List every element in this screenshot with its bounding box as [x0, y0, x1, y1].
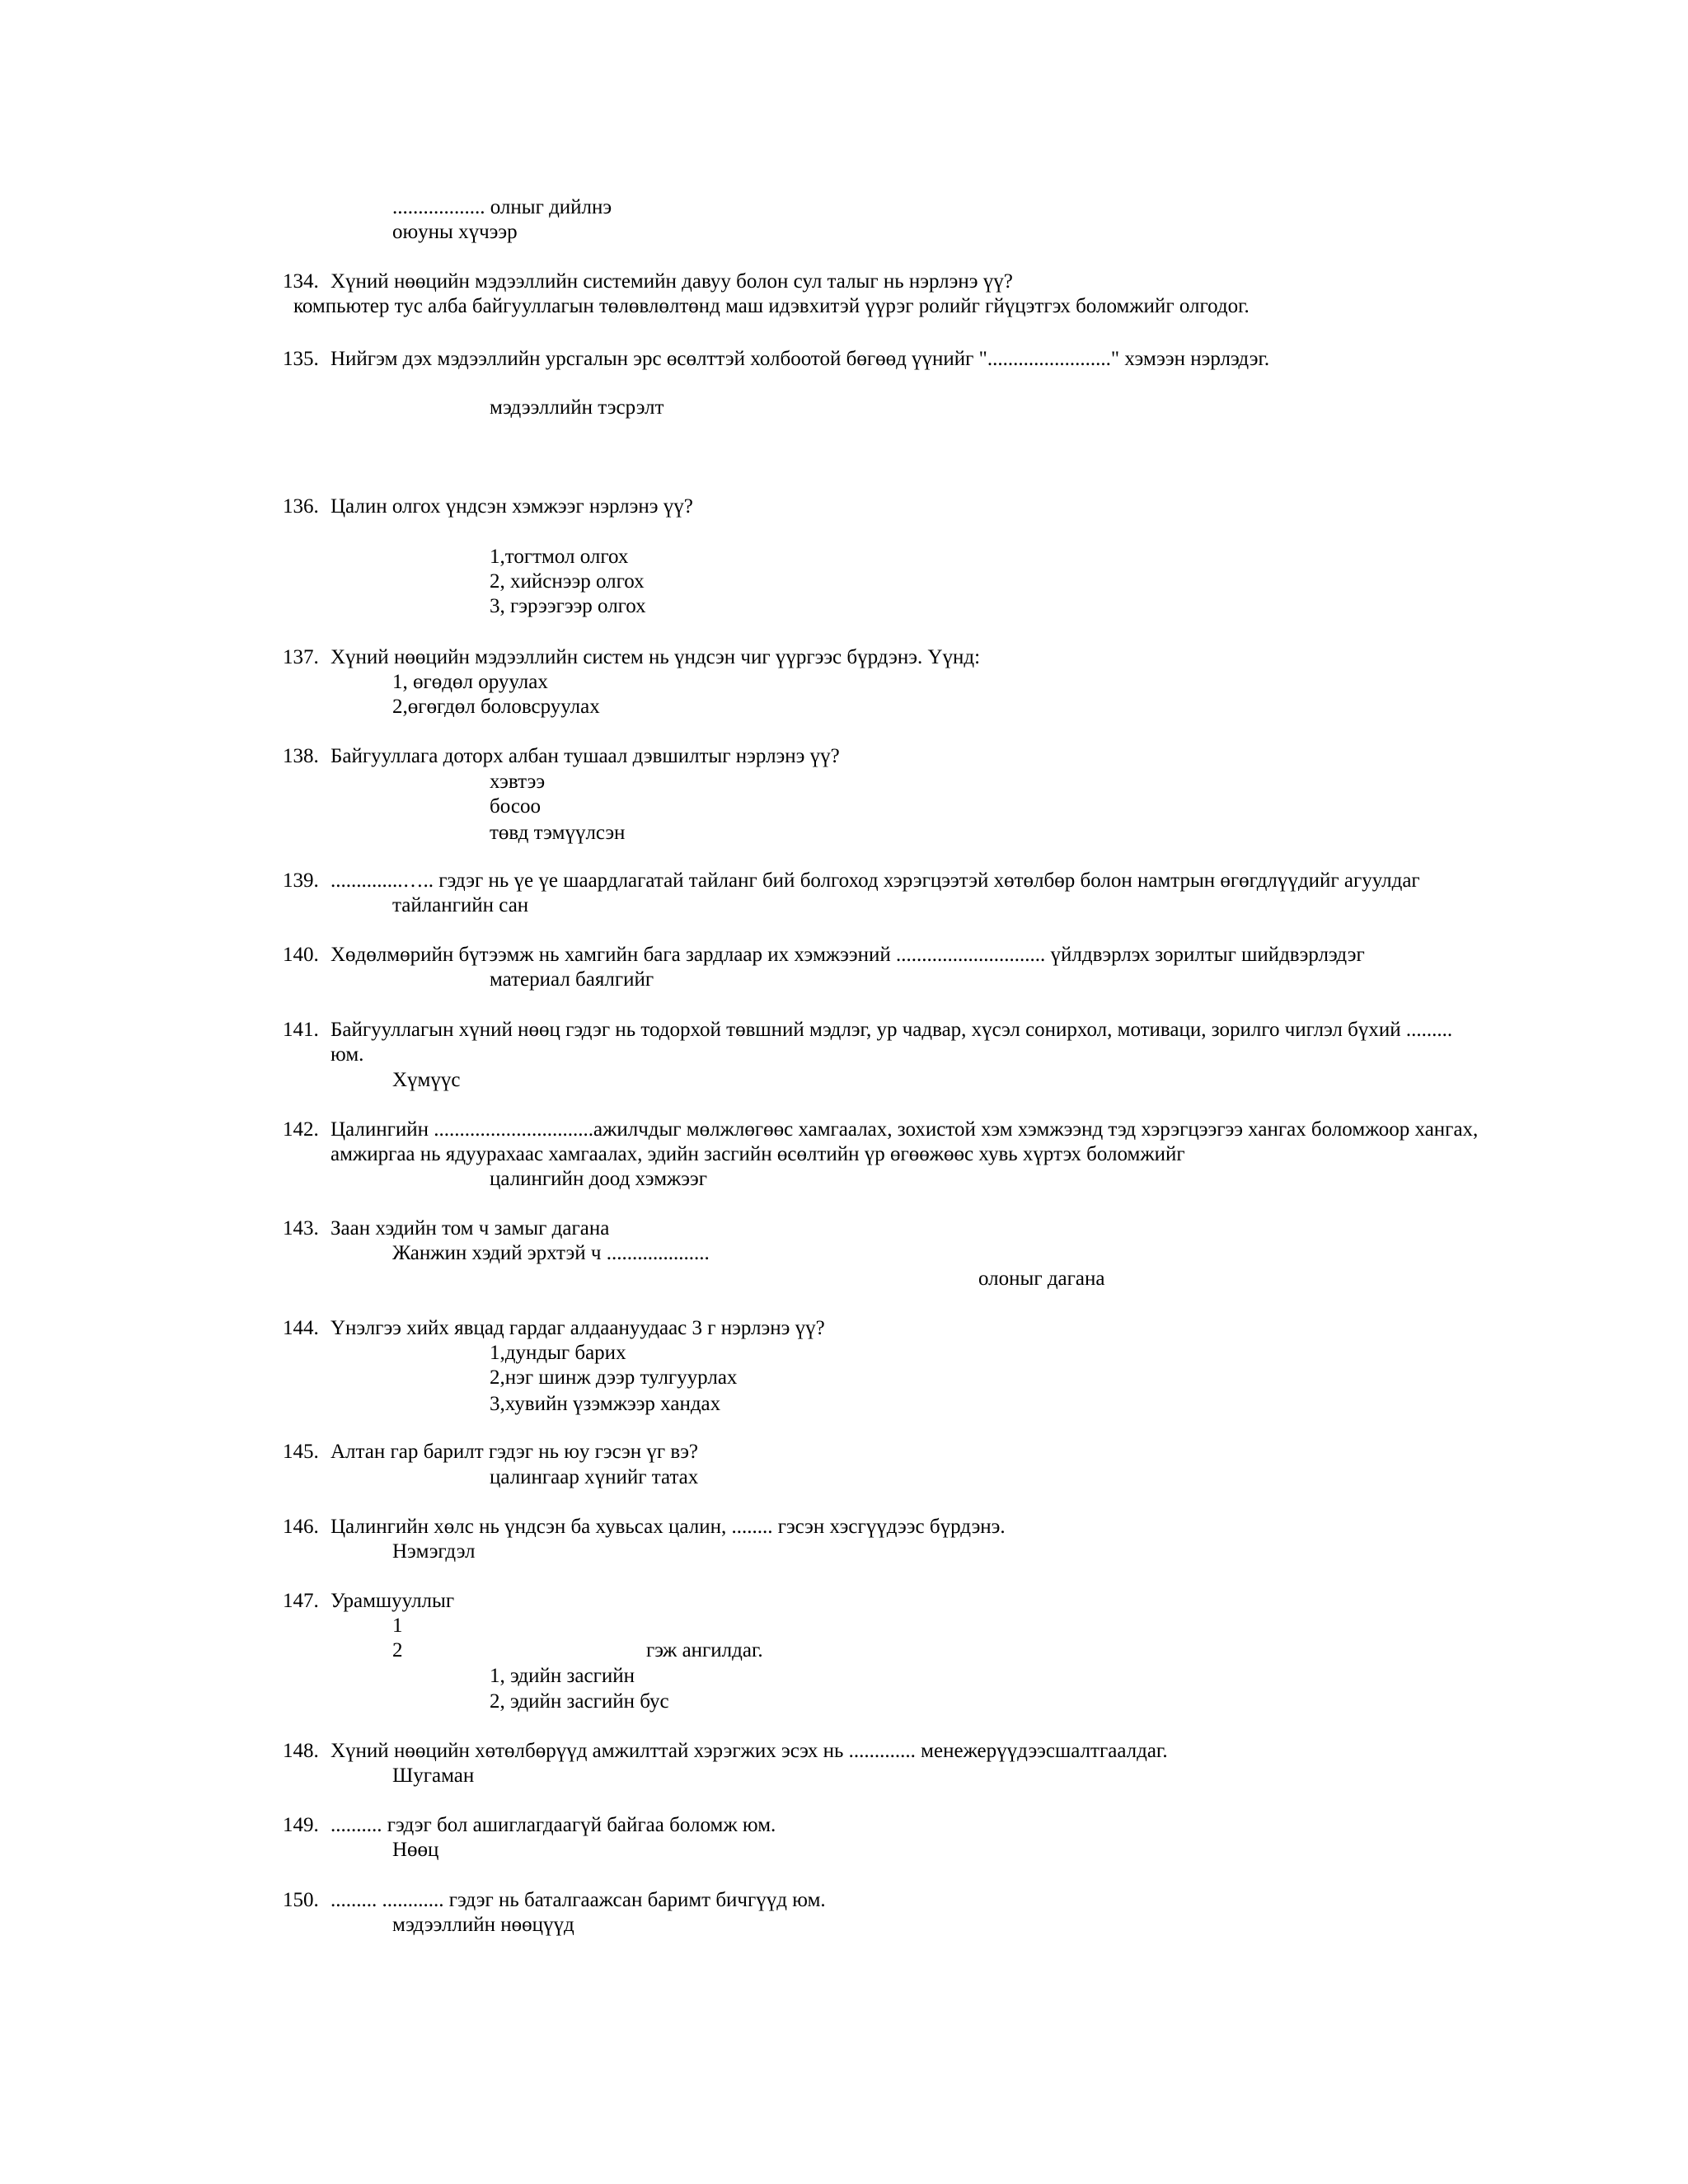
answer-138-1: хэвтээ	[490, 771, 546, 793]
answer-141: Хүмүүс	[392, 1069, 461, 1091]
question-number-137: 137.	[283, 646, 319, 668]
question-number-138: 138.	[283, 745, 319, 767]
answer-149: Нөөц	[392, 1839, 439, 1861]
answer-146: Нэмэгдэл	[392, 1540, 476, 1563]
answer-144-3: 3,хувийн үзэмжээр хандах	[490, 1393, 721, 1415]
answer-137-2: 2,өгөгдөл боловсруулах	[392, 696, 600, 718]
answer-135: мэдээллийн тэсрэлт	[490, 396, 664, 419]
answer-150: мэдээллийн нөөцүүд	[392, 1914, 574, 1936]
question-137-text: Хүний нөөцийн мэдээллийн систем нь үндсэн чиг үүргээс бүрдэнэ. Үүнд:	[331, 646, 981, 668]
question-144-text: Үнэлгээ хийх явцад гардаг алдаануудаас 3 г нэрлэнэ үү?	[331, 1317, 825, 1339]
question-147-text-cont: гэж ангилдаг.	[646, 1639, 763, 1661]
question-145-text: Алтан гар барилт гэдэг нь юу гэсэн үг вэ?	[331, 1441, 699, 1463]
question-number-135: 135.	[283, 348, 319, 370]
question-143-text-cont: Жанжин хэдий эрхтэй ч ....................	[392, 1242, 710, 1264]
question-140-text: Хөдөлмөрийн бүтээмж нь хамгийн бага зардлаар их хэмжээний ............................. үйлдвэрлэх зорилтыг шийдвэрлэдэг	[331, 944, 1365, 966]
question-number-140: 140.	[283, 944, 319, 966]
question-149-text: .......... гэдэг бол ашиглагдаагүй байгаа боломж юм.	[331, 1814, 776, 1836]
answer-137-1: 1, өгөдөл оруулах	[392, 671, 548, 693]
answer-147-1: 1, эдийн засгийн	[490, 1665, 635, 1687]
question-141-text: Байгууллагын хүний нөөц гэдэг нь тодорхой төвшний мэдлэг, ур чадвар, хүсэл сонирхол, мотиваци, зорилго чиглэл бүхий .........	[331, 1019, 1453, 1041]
question-150-text: ......... ............ гэдэг нь баталгаажсан баримт бичгүүд юм.	[331, 1889, 826, 1911]
question-136-text: Цалин олгох үндсэн хэмжээг нэрлэнэ үү?	[331, 495, 693, 518]
question-number-144: 144.	[283, 1317, 319, 1339]
question-number-149: 149.	[283, 1814, 319, 1836]
question-number-134: 134.	[283, 270, 319, 293]
question-143-text: Заан хэдийн том ч замыг дагана	[331, 1217, 610, 1240]
answer-142: цалингийн доод хэмжээг	[490, 1168, 708, 1190]
answer-line: .................. олныг дийлнэ	[392, 196, 612, 218]
answer-line: оюуны хүчээр	[392, 221, 518, 243]
answer-139: тайлангийн сан	[392, 894, 529, 916]
question-number-136: 136.	[283, 495, 319, 518]
answer-136-1: 1,тогтмол олгох	[490, 546, 629, 568]
question-135-text: Нийгэм дэх мэдээллийн урсгалын эрс өсөлттэй холбоотой бөгөөд үүнийг "........................" хэмээн нэрлэдэг.	[331, 348, 1270, 370]
question-141-text-cont: юм.	[331, 1043, 364, 1066]
answer-136-3: 3, гэрээгээр олгох	[490, 595, 646, 617]
question-number-146: 146.	[283, 1516, 319, 1538]
question-number-143: 143.	[283, 1217, 319, 1240]
question-148-text: Хүний нөөцийн хөтөлбөрүүд амжилттай хэрэгжих эсэх нь ............. менежерүүдээсшалтгаалдаг.	[331, 1740, 1168, 1762]
answer-144-2: 2,нэг шинж дээр тулгуурлах	[490, 1366, 738, 1389]
answer-144-1: 1,дундыг барих	[490, 1342, 626, 1364]
answer-134: компьютер тус алба байгууллагын төлөвлөлтөнд маш идэвхитэй үүрэг ролийг гйүцэтгэх боломжийг олгодог.	[293, 295, 1250, 317]
question-139-text: ..............….. гэдэг нь үе үе шаардлагатай тайланг бий болгоход хэрэгцээтэй хөтөлбөр болон намтрын өгөгдлүүдийг агуулдаг	[331, 869, 1420, 892]
question-number-147: 147.	[283, 1590, 319, 1612]
question-number-145: 145.	[283, 1441, 319, 1463]
answer-143: олоныг дагана	[978, 1268, 1105, 1290]
answer-148: Шугаман	[392, 1765, 475, 1787]
answer-145: цалингаар хүнийг татах	[490, 1466, 699, 1488]
blank-2: 2	[392, 1639, 403, 1661]
answer-138-2: босоо	[490, 795, 541, 818]
blank-1: 1	[392, 1615, 403, 1637]
question-147-text: Урамшууллыг	[331, 1590, 455, 1612]
question-number-141: 141.	[283, 1019, 319, 1041]
question-142-text-cont: амжиргаа нь ядуурахаас хамгаалах, эдийн засгийн өсөлтийн үр өгөөжөөс хувь хүртэх боломжийг	[331, 1143, 1185, 1165]
question-142-text: Цалингийн ...............................ажилчдыг мөлжлөгөөс хамгаалах, зохистой хэм хэмжээнд тэд хэрэгцээгээ хангах боломжоор хангах,	[331, 1118, 1479, 1141]
question-138-text: Байгууллага доторх албан тушаал дэвшилтыг нэрлэнэ үү?	[331, 745, 840, 767]
question-134-text: Хүний нөөцийн мэдээллийн системийн давуу болон сул талыг нь нэрлэнэ үү?	[331, 270, 1013, 293]
answer-136-2: 2, хийснээр олгох	[490, 570, 645, 593]
answer-138-3: төвд тэмүүлсэн	[490, 822, 626, 844]
question-number-150: 150.	[283, 1889, 319, 1911]
question-146-text: Цалингийн хөлс нь үндсэн ба хувьсах цалин, ........ гэсэн хэсгүүдээс бүрдэнэ.	[331, 1516, 1006, 1538]
question-number-148: 148.	[283, 1740, 319, 1762]
question-number-142: 142.	[283, 1118, 319, 1141]
answer-140: материал баялгийг	[490, 968, 654, 991]
question-number-139: 139.	[283, 869, 319, 892]
answer-147-2: 2, эдийн засгийн бус	[490, 1690, 669, 1713]
